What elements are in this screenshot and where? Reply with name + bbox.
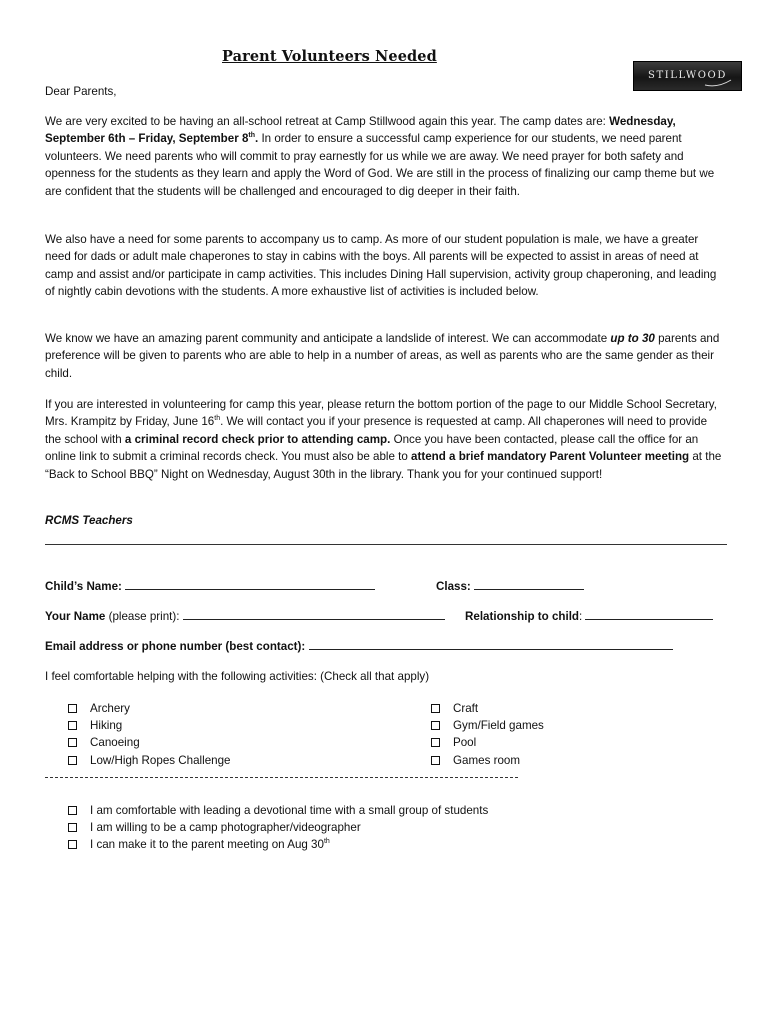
child-name-label: Child’s Name: <box>45 580 122 593</box>
activities-right-list <box>431 700 544 769</box>
p1-intro: We are very excited to be having an all-school retreat at Camp Stillwood again this year. The camp dates are: <box>45 115 610 128</box>
p3-post: parents and preference will be given to parents who are able to help in a number of areas, as well as parents who are the same gender as their child. <box>45 332 720 380</box>
logo-text: STILLWOOD <box>648 70 727 81</box>
relationship-row <box>465 607 713 625</box>
photographer-option[interactable] <box>68 819 488 836</box>
p1-dates-text: Wednesday, September 6th – Friday, September 8 <box>45 115 676 146</box>
salutation: Dear Parents, <box>45 85 117 98</box>
relationship-field[interactable] <box>585 607 713 620</box>
activities-left-list <box>68 700 231 769</box>
checkbox-icon[interactable] <box>68 840 77 849</box>
checkbox-icon[interactable] <box>68 756 77 765</box>
dashed-divider <box>45 777 518 778</box>
class-row <box>436 577 584 595</box>
paragraph-instructions <box>45 396 725 483</box>
activity-option[interactable] <box>431 752 544 769</box>
child-name-row <box>45 577 375 595</box>
meeting-option[interactable] <box>68 836 488 853</box>
activity-option[interactable] <box>431 717 544 734</box>
your-name-row <box>45 607 445 625</box>
class-field[interactable] <box>474 577 584 590</box>
checkbox-icon[interactable] <box>68 806 77 815</box>
option-label: I am willing to be a camp photographer/videographer <box>90 821 361 835</box>
activity-label: Canoeing <box>90 736 140 750</box>
meeting-option-text: I can make it to the parent meeting on Aug 30 <box>90 838 324 852</box>
contact-label: Email address or phone number (best contact): <box>45 640 306 653</box>
checkbox-icon[interactable] <box>68 721 77 730</box>
your-name-label: Your Name <box>45 610 106 623</box>
p4-d: at the “Back to School BBQ” Night on Wednesday, August 30th in the library. Thank you for your continued support! <box>45 450 722 481</box>
paragraph-chaperones: We also have a need for some parents to accompany us to camp. As more of our student population is male, we have a greater need for dads or adult male chaperones to stay in cabins with the boys. All parents will be expected to assist in areas of need at camp and assist and/or participate in camp activities. This includes Dining Hall supervision, activity group chaperoning, and leading of nightly cabin devotions with the students. A more exhaustive list of activities is included below. <box>45 233 717 299</box>
activity-option[interactable] <box>431 734 544 751</box>
relationship-colon: : <box>579 610 583 623</box>
activity-label: Games room <box>453 753 521 767</box>
your-name-field[interactable] <box>183 607 445 620</box>
checkbox-icon[interactable] <box>68 823 77 832</box>
checkbox-icon[interactable] <box>431 704 440 713</box>
checkbox-icon[interactable] <box>431 738 440 747</box>
p3-pre: We know we have an amazing parent community and anticipate a landslide of interest. We can accommodate <box>45 332 611 345</box>
your-name-hint: (please print): <box>105 610 180 623</box>
p4-c-bold: attend a brief mandatory Parent Volunteer meeting <box>411 450 690 464</box>
activity-option[interactable] <box>431 700 544 717</box>
devotional-option[interactable] <box>68 802 488 819</box>
p1-dates-sup: th <box>248 132 255 140</box>
document-title: Parent Volunteers Needed <box>222 48 437 65</box>
option-label <box>90 836 330 853</box>
extra-options-list <box>68 802 488 854</box>
contact-row <box>45 637 673 655</box>
activity-label: Pool <box>453 736 477 750</box>
p3-emphasis: up to 30 <box>610 332 655 345</box>
contact-field[interactable] <box>309 637 673 650</box>
activity-option[interactable] <box>68 700 231 717</box>
activity-option[interactable] <box>68 734 231 751</box>
activity-label: Gym/Field games <box>453 719 544 733</box>
p4-c: Once you have been contacted, please call the office for an online link to submit a criminal records check. You must also be able to <box>45 432 699 464</box>
cut-line-divider <box>45 544 727 545</box>
p4-b: . We will contact you if your presence is requested at camp. All chaperones will need to provide the school with <box>45 415 708 446</box>
activity-label: Archery <box>90 702 130 715</box>
p1-rest: In order to ensure a successful camp experience for our students, we need parent volunteers. We need parents who will commit to pray earnestly for us while we are away. We need prayer for both safety and openness for the students as they learn and apply the Word of God. We are still in the process of finalizing our camp theme but we are confident that the students will be challenged and encouraged to dig deeper in their faith. <box>45 132 715 198</box>
p4-a-sup: th <box>214 415 221 423</box>
activity-label: Hiking <box>90 719 123 733</box>
class-label: Class: <box>436 580 471 593</box>
checkbox-icon[interactable] <box>68 704 77 713</box>
checkbox-icon[interactable] <box>68 738 77 747</box>
child-name-field[interactable] <box>125 577 375 590</box>
p4-b-bold: a criminal record check prior to attending camp. <box>124 432 391 446</box>
option-label: I am comfortable with leading a devotional time with a small group of students <box>90 804 489 817</box>
p1-dates-end: . <box>255 132 259 146</box>
activity-label: Low/High Ropes Challenge <box>90 753 231 767</box>
activity-option[interactable] <box>68 717 231 734</box>
activity-option[interactable] <box>68 752 231 769</box>
checkbox-icon[interactable] <box>431 721 440 730</box>
signature: RCMS Teachers <box>45 514 133 527</box>
meeting-option-sup: th <box>323 838 330 846</box>
activity-label: Craft <box>453 702 479 715</box>
paragraph-camp-dates <box>45 113 725 200</box>
paragraph-capacity <box>45 330 725 382</box>
activities-prompt: I feel comfortable helping with the following activities: (Check all that apply) <box>45 670 430 683</box>
checkbox-icon[interactable] <box>431 756 440 765</box>
p4-a: If you are interested in volunteering for camp this year, please return the bottom portion of the page to our Middle School Secretary, Mrs. Krampitz by Friday, June 16 <box>45 398 717 429</box>
relationship-label: Relationship to child <box>465 610 580 623</box>
